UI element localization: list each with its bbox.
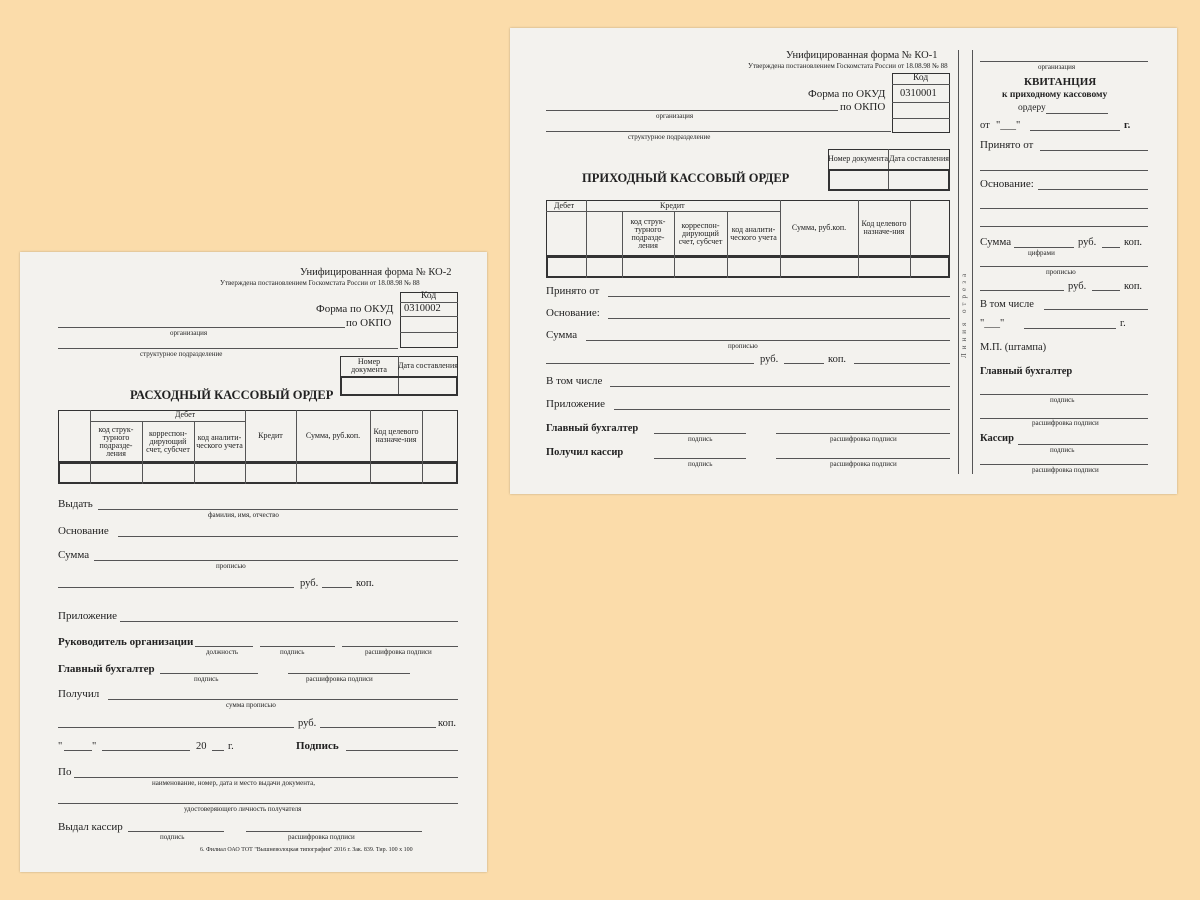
- stub-kop-label: коп.: [1124, 237, 1143, 248]
- accounts-entry-row[interactable]: [58, 462, 458, 484]
- sum-label: Сумма: [546, 329, 578, 341]
- stub-date-quotes-2: "___": [980, 318, 1005, 329]
- struct-caption: структурное подразделение: [140, 350, 223, 358]
- sum-caption: прописью: [728, 342, 758, 350]
- credit-header: Кредит: [660, 201, 685, 210]
- stub-chief-accountant-label: Главный бухгалтер: [980, 366, 1073, 377]
- org-caption: организация: [170, 329, 208, 337]
- col-corr-account: корреспон-дирующий счет, субсчет: [146, 429, 190, 454]
- including-field[interactable]: [610, 386, 950, 387]
- stub-signature-caption: подпись: [1050, 446, 1075, 454]
- issue-label: Выдать: [58, 498, 93, 510]
- kop-label: коп.: [438, 718, 457, 729]
- stub-decode-caption: расшифровка подписи: [1032, 419, 1099, 427]
- okud-label: Форма по ОКУД: [808, 88, 886, 100]
- sum-caption: прописью: [216, 562, 246, 570]
- stub-cashier-label: Кассир: [980, 433, 1014, 444]
- purpose-header: Код целевого назначе-ния: [373, 427, 419, 444]
- debit-header: Дебет: [175, 410, 196, 419]
- okpo-label: по ОКПО: [840, 101, 886, 113]
- doc-date-header: Дата составления: [889, 154, 949, 163]
- date-year-prefix: 20: [196, 741, 207, 752]
- head-org-label: Руководитель организации: [58, 636, 194, 648]
- including-label: В том числе: [546, 375, 603, 387]
- basis-label: Основание: [58, 525, 109, 537]
- sum-header: Сумма, руб.коп.: [305, 431, 361, 440]
- issue-field[interactable]: [98, 509, 458, 510]
- signature-field[interactable]: [346, 750, 458, 751]
- id-document-field[interactable]: [74, 777, 458, 778]
- okud-code: 0310002: [404, 303, 441, 314]
- sum-field[interactable]: [586, 340, 950, 341]
- code-header: Код: [421, 291, 437, 301]
- stub-title: КВИТАНЦИЯ: [1024, 76, 1097, 88]
- stub-date-quotes: "___": [996, 120, 1021, 131]
- stub-basis-field[interactable]: [1038, 189, 1148, 190]
- signature-caption: подпись: [194, 675, 219, 683]
- doc-number-header: Номер документа: [351, 357, 387, 374]
- signature-caption: подпись: [688, 435, 713, 443]
- stub-from-label: от: [980, 120, 990, 131]
- attachment-label: Приложение: [546, 398, 606, 410]
- stub-subtitle-2: ордеру: [1018, 103, 1046, 113]
- expense-order-title: РАСХОДНЫЙ КАССОВЫЙ ОРДЕР: [130, 388, 334, 402]
- form-approved-label: Утверждена постановлением Госкомстата России от 18.08.98 № 88: [220, 279, 420, 287]
- rub-label: руб.: [300, 578, 319, 589]
- position-caption: должность: [206, 648, 239, 656]
- kop-label: коп.: [828, 354, 847, 365]
- org-caption: организация: [656, 112, 694, 120]
- col-struct-code: код струк-турного подразде-ления: [630, 217, 666, 250]
- okud-code: 0310001: [900, 88, 937, 99]
- expense-order-form: [20, 252, 487, 872]
- print-footer: 6. Филиал ОАО ТОТ "Вышневолоцкая типография" 2016 г. Зак. 839. Тир. 100 х 100: [200, 847, 413, 853]
- stub-org-caption: организация: [1038, 63, 1076, 71]
- stub-year-suffix: г.: [1120, 318, 1126, 329]
- basis-label: Основание:: [546, 307, 600, 319]
- sum-header: Сумма, руб.коп.: [791, 223, 847, 232]
- form-unified-label: Унифицированная форма № КО-1: [786, 50, 938, 61]
- sum-field[interactable]: [94, 560, 458, 561]
- code-header: Код: [913, 73, 929, 83]
- stub-rub-label: руб.: [1078, 237, 1097, 248]
- attachment-field[interactable]: [120, 621, 458, 622]
- struct-caption: структурное подразделение: [628, 133, 711, 141]
- received-field[interactable]: [108, 699, 458, 700]
- col-analytic-code: код аналити-ческого учета: [196, 433, 243, 450]
- basis-field[interactable]: [118, 536, 458, 537]
- date-quote-open: ": [58, 741, 63, 752]
- doc-date-header: Дата составления: [398, 361, 458, 370]
- received-from-field[interactable]: [608, 296, 950, 297]
- purpose-header: Код целевого назначе-ния: [861, 219, 907, 236]
- attachment-label: Приложение: [58, 610, 118, 622]
- id-recipient-caption: удостоверяющего личность получателя: [184, 805, 302, 813]
- stub-received-label: Принято от: [980, 139, 1034, 151]
- debit-header: Дебет: [554, 201, 575, 210]
- date-year-suffix: г.: [228, 741, 234, 752]
- decode-caption: расшифровка подписи: [306, 675, 373, 683]
- form-approved-label: Утверждена постановлением Госкомстата России от 18.08.98 № 88: [748, 62, 948, 70]
- signature-caption: подпись: [280, 648, 305, 656]
- sum-words-caption: сумма прописью: [226, 701, 276, 709]
- signature-caption: подпись: [160, 833, 185, 841]
- sum-label: Сумма: [58, 549, 90, 561]
- stub-sum-label: Сумма: [980, 236, 1012, 248]
- received-from-label: Принято от: [546, 285, 600, 297]
- decode-caption: расшифровка подписи: [830, 460, 897, 468]
- decode-caption: расшифровка подписи: [288, 833, 355, 841]
- chief-accountant-label: Главный бухгалтер: [546, 423, 639, 434]
- stub-decode-caption: расшифровка подписи: [1032, 466, 1099, 474]
- col-analytic-code: код аналити-ческого учета: [730, 225, 777, 242]
- okpo-label: по ОКПО: [346, 317, 392, 329]
- stub-received-field[interactable]: [1040, 150, 1148, 151]
- signature-bold-label: Подпись: [296, 740, 339, 752]
- rub-label: руб.: [298, 718, 317, 729]
- received-label: Получил: [58, 688, 100, 700]
- decode-caption: расшифровка подписи: [830, 435, 897, 443]
- stub-year-suffix: г.: [1124, 120, 1131, 131]
- basis-field[interactable]: [608, 318, 950, 319]
- id-document-caption: наименование, номер, дата и место выдачи документа,: [152, 779, 315, 787]
- col-struct-code: код струк-турного подразде-ления: [98, 425, 134, 458]
- col-corr-account: корреспон-дирующий счет, субсчет: [678, 221, 723, 246]
- okud-label: Форма по ОКУД: [316, 303, 394, 315]
- decode-caption: расшифровка подписи: [365, 648, 432, 656]
- stub-signature-caption: подпись: [1050, 396, 1075, 404]
- stub-including-label: В том числе: [980, 299, 1034, 310]
- receipt-order-form: [510, 28, 1177, 494]
- cashier-issued-label: Выдал кассир: [58, 821, 123, 833]
- stub-kop-label: коп.: [1124, 281, 1143, 292]
- cashier-received-label: Получил кассир: [546, 447, 624, 458]
- chief-accountant-label: Главный бухгалтер: [58, 663, 155, 675]
- stub-subtitle-1: к приходному кассовому: [1002, 90, 1108, 100]
- stub-stamp-label: М.П. (штампа): [980, 342, 1047, 353]
- issue-caption: фамилия, имя, отчество: [208, 511, 279, 519]
- kop-label: коп.: [356, 578, 375, 589]
- form-unified-label: Унифицированная форма № КО-2: [300, 267, 452, 278]
- stub-basis-label: Основание:: [980, 178, 1034, 190]
- receipt-order-title: ПРИХОДНЫЙ КАССОВЫЙ ОРДЕР: [582, 171, 790, 185]
- stub-figures-caption: цифрами: [1028, 249, 1055, 257]
- accounts-entry-row[interactable]: [546, 256, 950, 278]
- rub-label: руб.: [760, 354, 779, 365]
- cut-line-label: Линия отреза: [960, 269, 968, 358]
- credit-header: Кредит: [258, 431, 283, 440]
- stub-rub-label: руб.: [1068, 281, 1087, 292]
- signature-caption: подпись: [688, 460, 713, 468]
- attachment-field[interactable]: [614, 409, 950, 410]
- by-document-label: По: [58, 766, 72, 778]
- stub-words-caption: прописью: [1046, 268, 1076, 276]
- date-quote-close: ": [92, 741, 97, 752]
- doc-number-header: Номер документа: [828, 154, 889, 163]
